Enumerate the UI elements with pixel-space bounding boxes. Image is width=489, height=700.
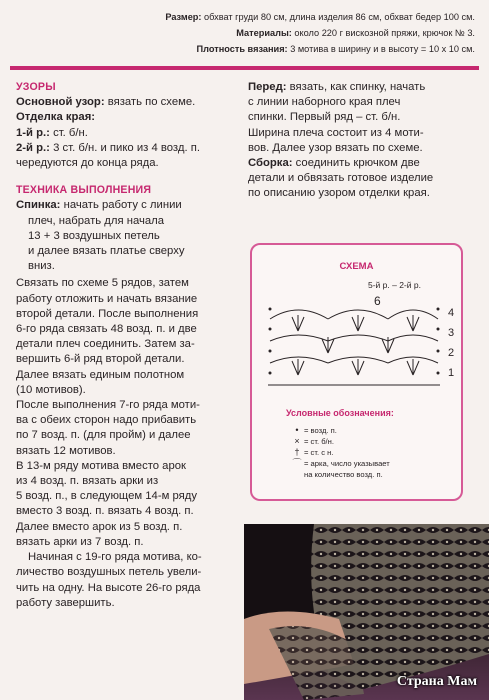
row-number-1: 1 [448,367,455,379]
chart-arc [270,310,328,319]
legend [290,425,450,480]
watermark: Страна Мам [396,674,477,689]
chain-stitch-icon: • [295,425,299,435]
top-divider [10,66,479,70]
chart-arc [270,357,328,363]
chart-repeat-number: 6 [374,294,381,308]
garment-photo [244,524,489,700]
spec-size: Размер: обхват груди 80 см, длина изделия 86 см, обхват бедер 100 см. [165,12,475,22]
arc-icon: ⌒ [292,458,302,468]
legend-item: × = ст. б/н. [290,436,450,447]
row-number-2: 2 [448,347,455,359]
edge-row-2: 2-й р.: 3 ст. б/н. и пико из 4 возд. п. [16,141,200,154]
right-column [248,80,478,202]
back-paragraph-3: Начиная с 19-го ряда мотива, ко- личество воздушных петель увели- чить на одну. На высоте 26-го ряда работу завершить. [16,551,202,609]
chart-fan [292,315,419,375]
edge-row-1: 1-й р.: ст. б/н. [16,126,88,139]
back-paragraph-2: Связать по схеме 5 рядов, затем работу отложить и начать вязание второй детали. После выполнения 6-го ряда связать 48 возд. п. и две детали плеч соединить. Затем за- вершить 6-й ряд второй детали. Далее вязать единым полотном (10 мотивов). После выполнения 7-го ряда моти- ва с обеих сторон надо прибавить по 7 возд. п. (для пройм) и далее вязать 12 мотивов. В 13-м ряду мотива вместо арок из 4 возд. п. вязать арки из 5 возд. п., в следующем 14-м ряду вместо 3 возд. п. вязать 4 возд. п. Далее вместо арок из 5 возд. п. вязать арки из 7 возд. п. [16,277,200,548]
scheme-row-range: 5-й р. – 2-й р. [368,280,421,290]
main-pattern-line: Основной узор: вязать по схеме. [16,96,196,109]
front-paragraph: Перед: вязать, как спинку, начать с линии наборного края плеч спинки. Первый ряд – ст. б/н. Ширина плеча состоит из 4 моти- вов. Далее узор вязать по схеме. [248,81,426,154]
scheme-title: СХЕМА [339,261,374,272]
legend-item: ⌒ = арка, число указывает [290,458,450,469]
legend-item: † = ст. с н. [290,447,450,458]
edge-label: Отделка края: [16,111,96,124]
legend-item: • = возд. п. [290,425,450,436]
double-crochet-icon: † [294,447,300,457]
row-number-4: 4 [448,307,455,319]
legend-title: Условные обозначения: [286,408,394,418]
edge-row-2-cont: чередуются до конца ряда. [16,157,159,170]
legend-item-sub: на количество возд. п. [304,470,383,479]
chart-arc [328,335,388,341]
chart-arc [270,335,328,341]
technique-heading: ТЕХНИКА ВЫПОЛНЕНИЯ [16,184,152,197]
single-crochet-icon: × [294,436,300,446]
spec-materials: Материалы: около 220 г вискозной пряжи, крючок № 3. [236,28,475,38]
patterns-heading: УЗОРЫ [16,81,56,93]
assembly-paragraph: Сборка: соединить крючком две детали и обвязать готовое изделие по описанию узором отделки края. [248,157,434,200]
left-column [16,80,238,611]
crochet-chart [258,289,458,399]
spec-block [120,10,475,56]
chart-arc [388,335,438,341]
back-paragraph: Спинка: начать работу с линии плеч, набрать для начала 13 + 3 воздушных петель и далее вязать платье сверху вниз. [16,199,185,273]
spec-density: Плотность вязания: 3 мотива в ширину и в высоту = 10 x 10 см. [196,44,475,54]
row-number-3: 3 [448,327,455,339]
scheme-box [250,243,463,501]
